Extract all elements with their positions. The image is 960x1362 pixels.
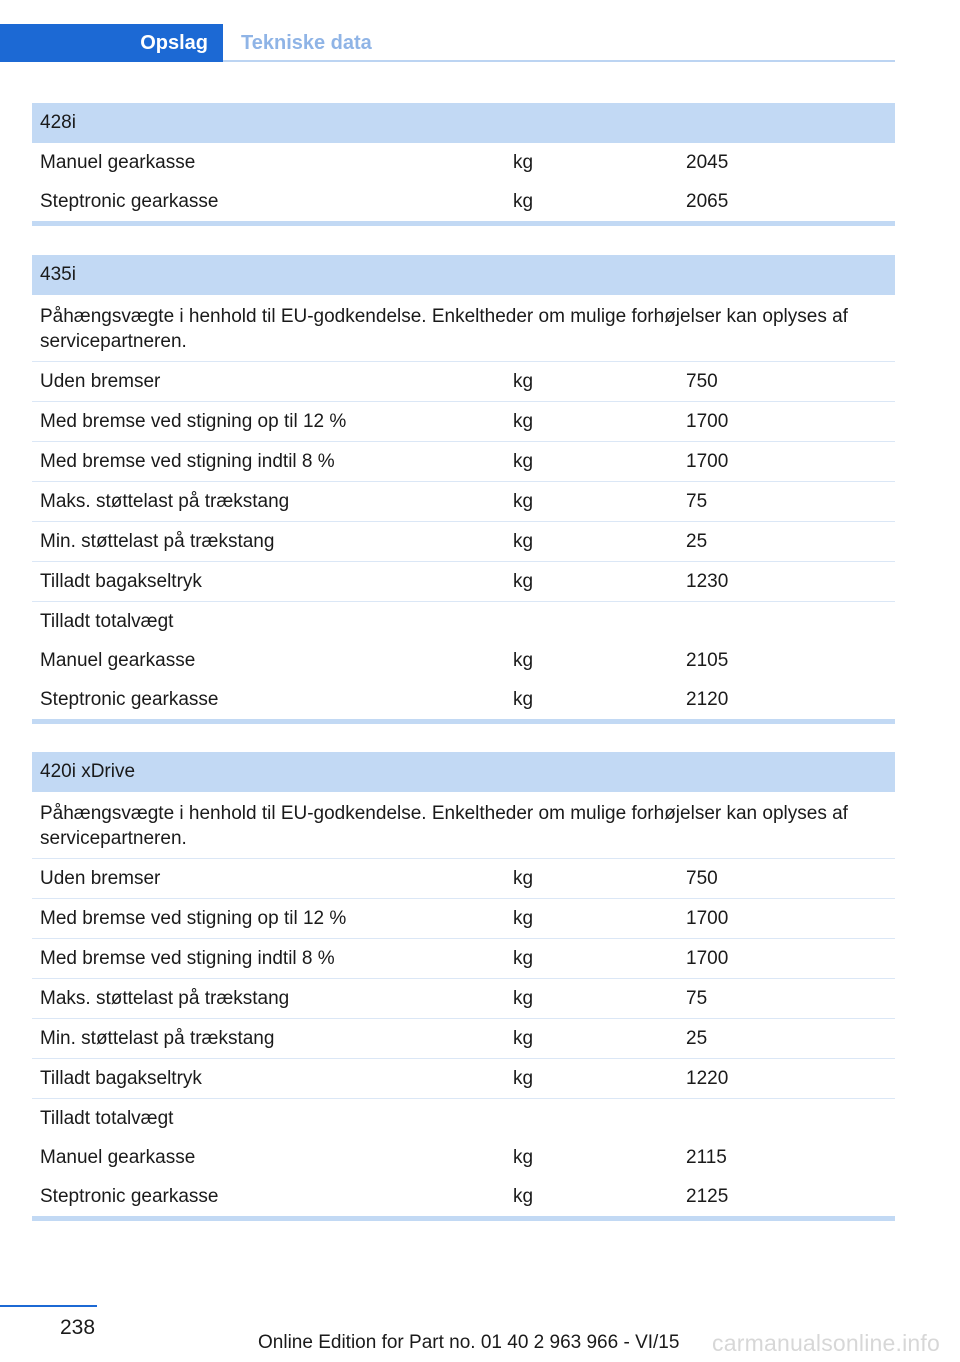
row-label: Med bremse ved stigning indtil 8 % (40, 947, 335, 969)
row-label: Tilladt bagakseltryk (40, 570, 202, 592)
row-unit: kg (513, 151, 534, 173)
row-label: Med bremse ved stigning op til 12 % (40, 907, 347, 929)
row-value: 750 (686, 867, 718, 889)
row-value: 1230 (686, 570, 729, 592)
row-value: 2120 (686, 688, 729, 710)
row-value: 75 (686, 490, 708, 512)
table-row (32, 1177, 895, 1216)
table-row (32, 899, 895, 939)
row-value: 2045 (686, 151, 729, 173)
row-unit: kg (513, 190, 534, 212)
row-unit: kg (513, 1067, 534, 1089)
tab-tekniske-data[interactable]: Tekniske data (241, 31, 372, 54)
table-row (32, 1138, 895, 1177)
row-unit: kg (513, 530, 534, 552)
row-value: 1700 (686, 450, 729, 472)
row-unit: kg (513, 907, 534, 929)
row-unit: kg (513, 987, 534, 1009)
table-row (32, 143, 895, 182)
row-unit: kg (513, 490, 534, 512)
row-unit: kg (513, 450, 534, 472)
row-label: Steptronic gearkasse (40, 688, 219, 710)
row-unit: kg (513, 570, 534, 592)
table-title: 420i xDrive (32, 752, 895, 792)
row-label: Maks. støttelast på trækstang (40, 490, 290, 512)
row-unit: kg (513, 688, 534, 710)
table-title: 435i (32, 255, 895, 295)
row-value: 1220 (686, 1067, 729, 1089)
row-label: Manuel gearkasse (40, 1146, 196, 1168)
table-row (32, 641, 895, 680)
table-subheading (32, 1099, 895, 1138)
table-row (32, 482, 895, 522)
row-unit: kg (513, 370, 534, 392)
watermark: carmanualsonline.info (712, 1330, 940, 1356)
row-value: 1700 (686, 907, 729, 929)
table-row (32, 859, 895, 899)
row-label: Manuel gearkasse (40, 151, 196, 173)
row-value: 750 (686, 370, 718, 392)
row-unit: kg (513, 1185, 534, 1207)
section-header (0, 24, 895, 62)
table-row (32, 1059, 895, 1099)
table-note: Påhængsvægte i henhold til EU-godkendelse. Enkeltheder om mulige forhøjelser kan oplyses af servicepartneren. (32, 295, 895, 362)
row-unit: kg (513, 867, 534, 889)
table-row (32, 442, 895, 482)
row-label: Med bremse ved stigning op til 12 % (40, 410, 347, 432)
row-label: Maks. støttelast på trækstang (40, 987, 290, 1009)
row-label: Uden bremser (40, 867, 161, 889)
table-end-bar (32, 1216, 895, 1221)
table-row (32, 402, 895, 442)
table-note: Påhængsvægte i henhold til EU-godkendelse. Enkeltheder om mulige forhøjelser kan oplyses af servicepartneren. (32, 792, 895, 859)
table-row (32, 939, 895, 979)
row-value: 1700 (686, 410, 729, 432)
table-end-bar (32, 221, 895, 226)
table-420i-xdrive (32, 752, 895, 1221)
table-row (32, 979, 895, 1019)
row-unit: kg (513, 1027, 534, 1049)
row-label: Min. støttelast på trækstang (40, 530, 275, 552)
row-value: 2115 (686, 1146, 727, 1168)
row-value: 2065 (686, 190, 729, 212)
table-428i (32, 103, 895, 226)
row-label: Med bremse ved stigning indtil 8 % (40, 450, 335, 472)
row-unit: kg (513, 649, 534, 671)
header-rule (223, 60, 895, 62)
table-subheading (32, 602, 895, 641)
row-value: 2125 (686, 1185, 729, 1207)
subheading-label: Tilladt totalvægt (40, 1107, 174, 1129)
row-label: Manuel gearkasse (40, 649, 196, 671)
tab-opslag[interactable]: Opslag (0, 24, 223, 62)
row-label: Steptronic gearkasse (40, 190, 219, 212)
row-value: 25 (686, 1027, 708, 1049)
table-row (32, 562, 895, 602)
row-unit: kg (513, 947, 534, 969)
table-row (32, 362, 895, 402)
row-value: 75 (686, 987, 708, 1009)
footer-rule (0, 1305, 97, 1307)
table-435i (32, 255, 895, 724)
row-label: Min. støttelast på trækstang (40, 1027, 275, 1049)
subheading-label: Tilladt totalvægt (40, 610, 174, 632)
table-row (32, 1019, 895, 1059)
row-value: 2105 (686, 649, 729, 671)
page-number: 238 (60, 1316, 96, 1339)
row-label: Uden bremser (40, 370, 161, 392)
row-label: Tilladt bagakseltryk (40, 1067, 202, 1089)
row-unit: kg (513, 1146, 534, 1168)
edition-text: Online Edition for Part no. 01 40 2 963 966 - VI/15 (258, 1332, 680, 1353)
row-value: 25 (686, 530, 708, 552)
row-unit: kg (513, 410, 534, 432)
table-row (32, 522, 895, 562)
table-title: 428i (32, 103, 895, 143)
row-label: Steptronic gearkasse (40, 1185, 219, 1207)
table-end-bar (32, 719, 895, 724)
row-value: 1700 (686, 947, 729, 969)
table-row (32, 680, 895, 719)
table-row (32, 182, 895, 221)
